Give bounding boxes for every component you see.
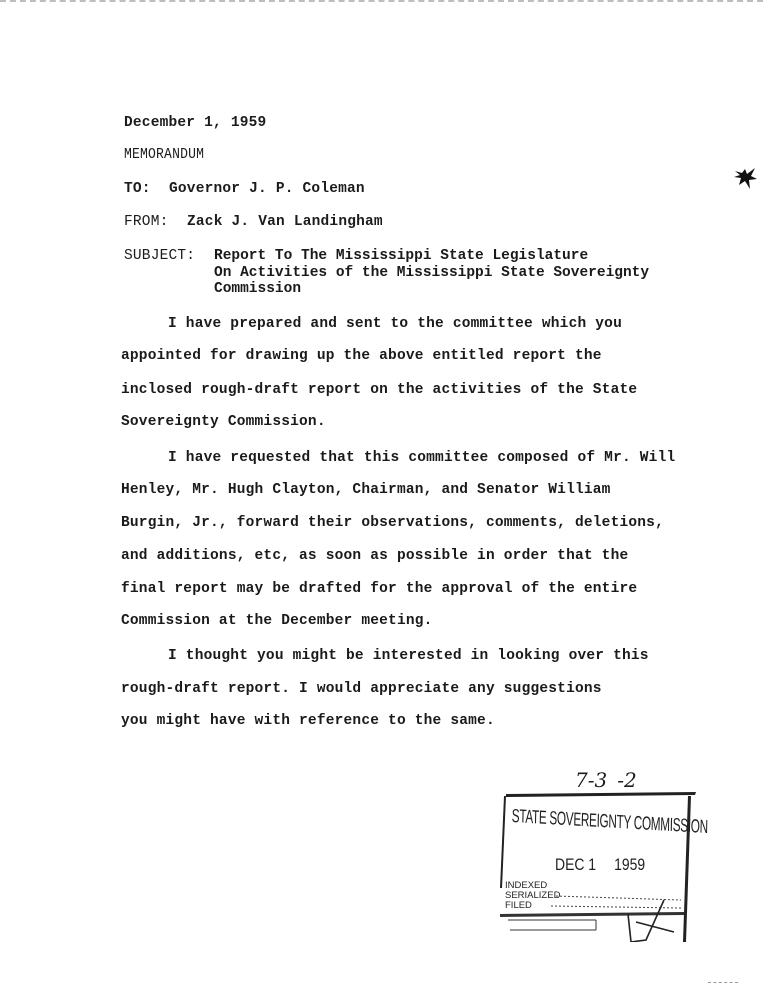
file-number-part: 7-3 bbox=[575, 768, 608, 792]
stamp-date bbox=[555, 855, 645, 875]
body-line: appointed for drawing up the above entitled report the bbox=[121, 348, 602, 364]
to-label: TO: bbox=[124, 181, 151, 197]
ink-blot-icon bbox=[733, 165, 759, 191]
body-line: Burgin, Jr., forward their observations, comments, deletions, bbox=[121, 515, 664, 531]
stamp-title: STATE SOVEREIGNTY COMMISSION bbox=[511, 806, 709, 839]
subject-line: Report To The Mississippi State Legislature bbox=[214, 248, 589, 264]
body-line: and additions, etc, as soon as possible in order that the bbox=[121, 548, 629, 564]
body-line: I thought you might be interested in looking over this bbox=[168, 648, 649, 664]
to-value: Governor J. P. Coleman bbox=[169, 181, 365, 197]
memo-type: MEMORANDUM bbox=[124, 147, 205, 163]
stamp-field: INDEXED bbox=[505, 880, 548, 891]
stamp-field: SERIALIZED bbox=[505, 890, 561, 901]
subject-text bbox=[214, 248, 649, 298]
subject-line: On Activities of the Mississippi State Sovereignty bbox=[214, 264, 650, 281]
handwritten-file-number bbox=[575, 768, 637, 792]
stamp-fields bbox=[505, 881, 560, 911]
body-line: I have prepared and sent to the committee which you bbox=[168, 316, 622, 332]
stamp-date-day: DEC 1 bbox=[555, 855, 597, 874]
page-corner-mark bbox=[708, 982, 738, 984]
from-label: FROM: bbox=[124, 214, 169, 230]
memo-from-row bbox=[124, 214, 383, 230]
body-line: Commission at the December meeting. bbox=[121, 613, 433, 629]
body-line: final report may be drafted for the approval of the entire bbox=[121, 581, 638, 597]
page-top-border bbox=[0, 0, 763, 4]
body-line: I have requested that this committee composed of Mr. Will bbox=[168, 450, 676, 466]
stamp-date-year: 1959 bbox=[614, 855, 646, 874]
file-number-part: -2 bbox=[617, 768, 637, 792]
body-line: Sovereignty Commission. bbox=[121, 414, 326, 430]
subject-line: Commission bbox=[214, 281, 302, 297]
body-line: Henley, Mr. Hugh Clayton, Chairman, and Senator William bbox=[121, 482, 611, 498]
memo-to-row bbox=[124, 181, 365, 197]
from-value: Zack J. Van Landingham bbox=[187, 214, 383, 230]
body-line: rough-draft report. I would appreciate any suggestions bbox=[121, 681, 602, 697]
memo-date: December 1, 1959 bbox=[124, 115, 267, 131]
subject-label: SUBJECT: bbox=[124, 248, 196, 264]
body-line: you might have with reference to the same. bbox=[121, 713, 495, 729]
body-line: inclosed rough-draft report on the activities of the State bbox=[121, 382, 638, 398]
stamp-field: FILED bbox=[505, 900, 532, 911]
